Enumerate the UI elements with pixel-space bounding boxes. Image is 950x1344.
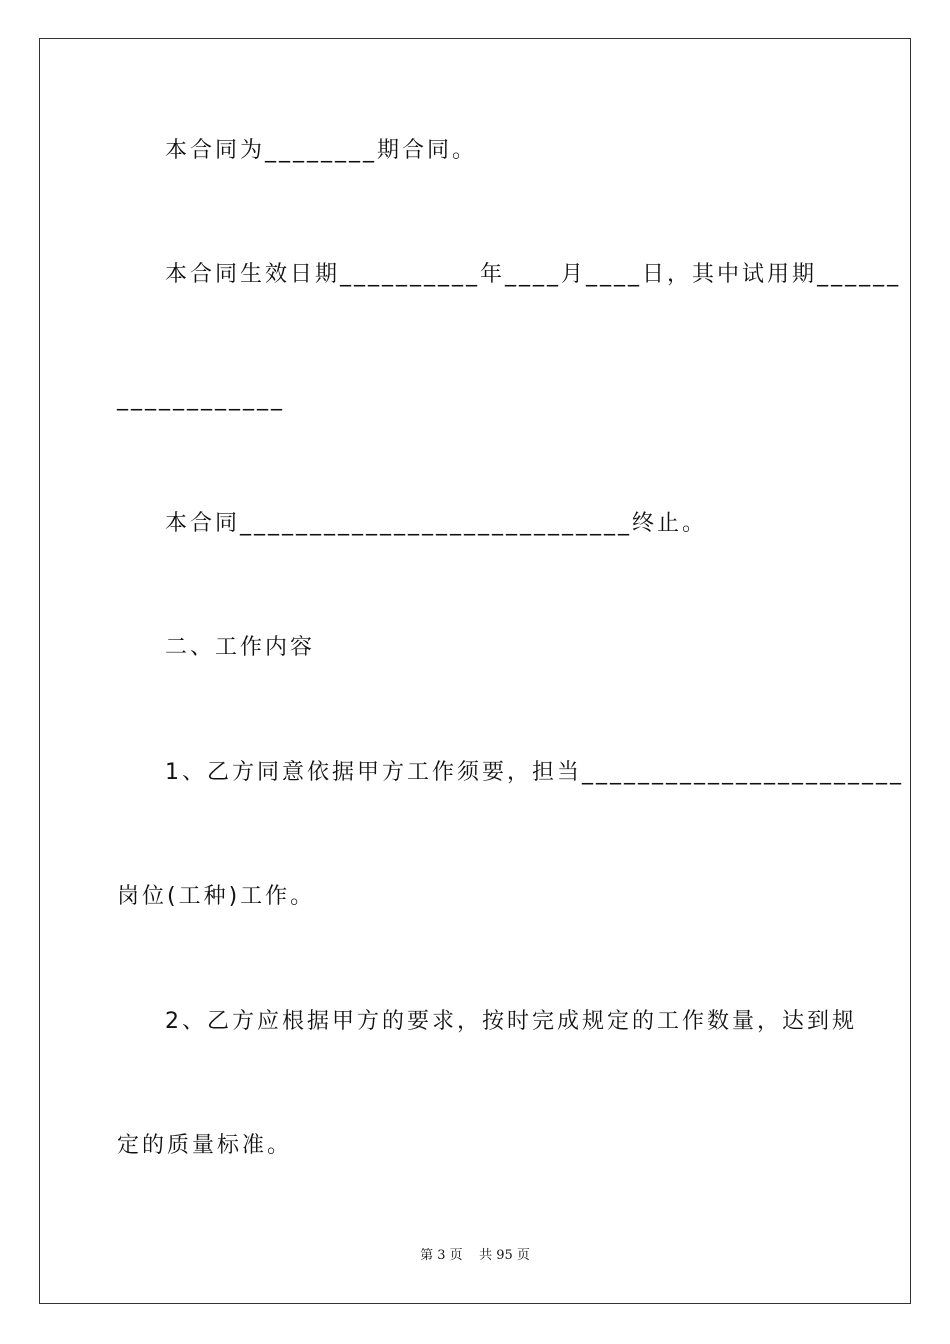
page-footer: 第 3 页 共 95 页	[420, 1248, 530, 1263]
effective-month-blank: ____	[505, 262, 562, 287]
paragraph-contract-term	[165, 136, 477, 166]
probation-blank: ______	[817, 262, 902, 287]
effective-day-blank: ____	[586, 262, 643, 287]
term-suffix: 期合同。	[377, 138, 478, 163]
effective-date-label: 本合同生效日期	[165, 262, 341, 287]
year-label: 年	[480, 262, 506, 287]
paragraph-item-1-continued: 岗位(工种)工作。	[117, 884, 316, 909]
term-label: 本合同为	[165, 138, 266, 163]
paragraph-effective-date	[165, 260, 901, 290]
paragraph-termination	[165, 509, 707, 539]
item-1-text: 1、乙方同意依据甲方工作须要，担当	[165, 760, 582, 785]
termination-label: 本合同	[165, 511, 241, 536]
paragraph-item-2-continued: 定的质量标准。	[117, 1133, 293, 1158]
section-heading-work-content: 二、工作内容	[165, 635, 316, 660]
effective-year-blank: __________	[340, 262, 481, 287]
page-border	[39, 38, 911, 1304]
paragraph-effective-date-continued	[117, 384, 285, 414]
termination-blank: ____________________________	[240, 511, 633, 536]
termination-suffix: 终止。	[632, 511, 708, 536]
paragraph-item-2: 2、乙方应根据甲方的要求，按时完成规定的工作数量，达到规	[165, 1009, 857, 1034]
paragraph-item-1	[165, 758, 904, 788]
term-blank-field: ________	[265, 138, 378, 163]
position-blank: _______________________	[582, 760, 904, 785]
month-label: 月	[561, 262, 587, 287]
probation-blank-continued: ____________	[117, 386, 285, 411]
probation-label: 日，其中试用期	[642, 262, 818, 287]
